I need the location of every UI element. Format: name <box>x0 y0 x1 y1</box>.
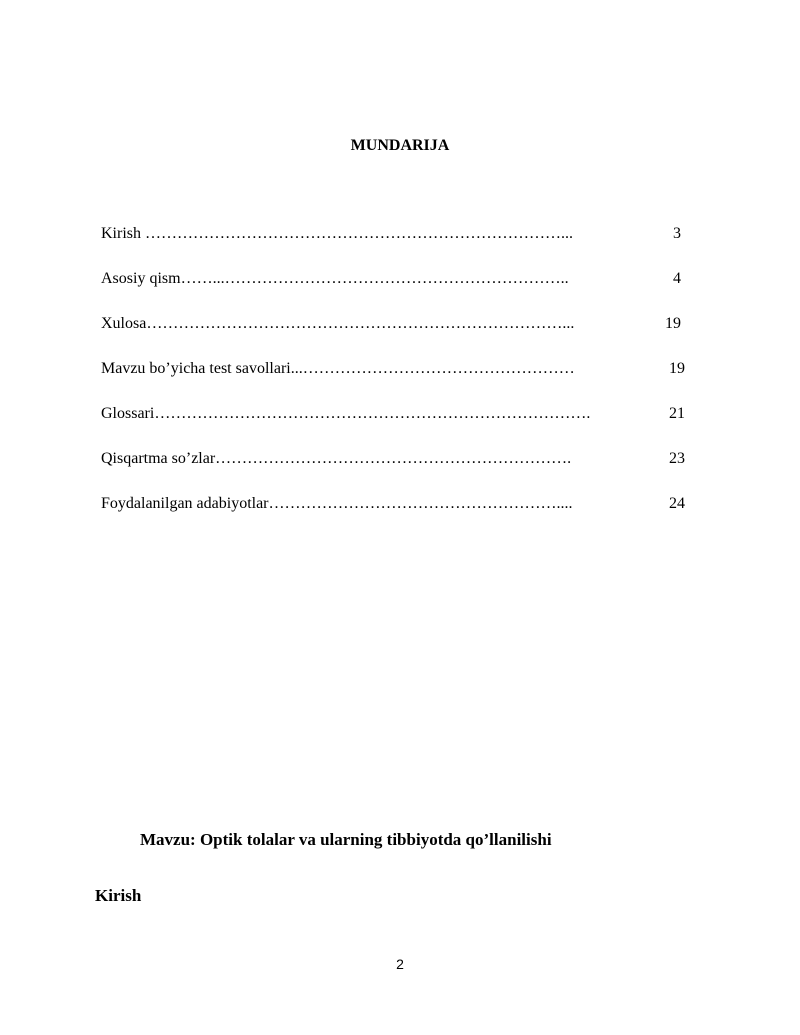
toc-entry-label: Glossari………………………………………………………………………. <box>101 405 591 422</box>
topic-heading: Mavzu: Optik tolalar va ularning tibbiyotda qo’llanilishi <box>140 830 552 849</box>
toc-entry-page: 4 <box>673 270 681 287</box>
toc-entry-page: 21 <box>669 405 685 422</box>
toc-entry-page: 24 <box>669 495 685 512</box>
toc-entry-label: Asosiy qism……...……………………………………………………….. <box>101 270 569 287</box>
page-title: MUNDARIJA <box>350 137 450 154</box>
toc-entry-label: Kirish ……………………………………………………………………... <box>101 225 573 242</box>
toc-entry-label: Qisqartma so’zlar…………………………………………………………. <box>101 450 572 467</box>
toc-entry-page: 19 <box>665 315 681 332</box>
toc-entry-label: Foydalanilgan adabiyotlar……………………………………………….... <box>101 495 573 512</box>
toc-entry-label: Mavzu bo’yicha test savollari...…………………………………………… <box>101 360 575 377</box>
section-heading: Kirish <box>95 886 142 905</box>
page-number: 2 <box>396 956 404 972</box>
toc-entry-label: Xulosa……………………………………………………………………... <box>101 315 575 332</box>
toc-entry-page: 23 <box>669 450 685 467</box>
toc-entry-page: 19 <box>669 360 685 377</box>
toc-entry-page: 3 <box>673 225 681 242</box>
